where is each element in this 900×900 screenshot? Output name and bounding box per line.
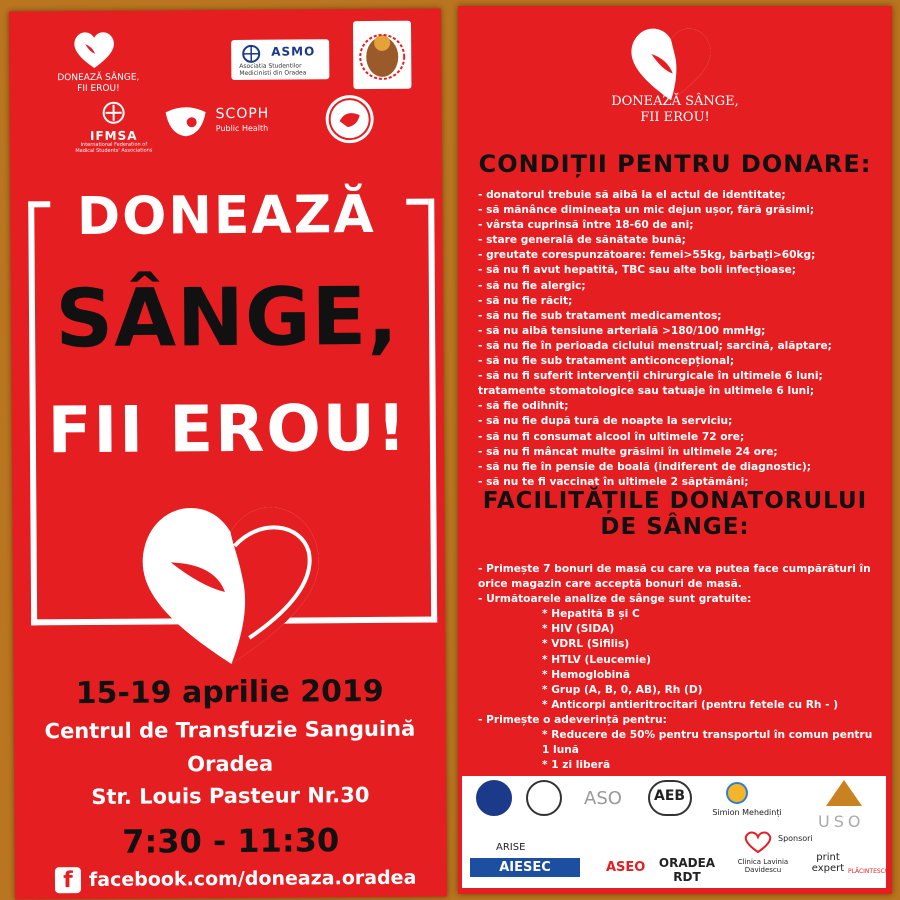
sponsor-aso: ASO [584, 788, 622, 809]
crisana-logo [353, 21, 411, 89]
brand-text [43, 73, 153, 95]
uso-mountain-icon [824, 778, 864, 808]
sponsor-aseo: ASEO [606, 860, 646, 875]
heart-mask-icon [130, 487, 331, 668]
ifmsa-globe-icon [99, 101, 129, 125]
list-item: - donatorul trebuie să aibă la el actul de identitate; [478, 188, 882, 203]
facility-free-tests: - Următoarele analize de sânge sunt gratuite: [478, 593, 752, 606]
location-line-2: Oradea [187, 751, 274, 777]
list-item: - să mănânce dimineața un mic dejun ușor, fără grăsimi; [478, 203, 882, 218]
sponsor-print-expert: print expert [811, 852, 845, 874]
event-flyer-front [9, 9, 447, 900]
asmo-description: Asociatia Studentilor Medicinisti din Oradea [239, 62, 307, 77]
list-item: * VDRL (Sifilis) [542, 637, 882, 652]
facebook-icon: f [55, 867, 81, 893]
brand-line-1: DONEAZĂ SÂNGE, [611, 94, 739, 109]
scoph-description: Public Health [215, 123, 269, 134]
sponsor-aiesec: AIESEC [470, 858, 580, 877]
title-line-1: DONEAZĂ [76, 184, 376, 248]
brand-line-2: FII EROU! [77, 83, 120, 94]
conditions-list [478, 188, 882, 490]
facilities-list [478, 562, 882, 773]
list-item: - să nu fie în pensie de boală (indiferent de diagnostic); [478, 460, 882, 475]
sponsor-arise: ARISE [496, 842, 526, 853]
list-item: - să nu fi avut hepatită, TBC sau alte boli infecțioase; [478, 263, 882, 278]
list-item: - să nu fi consumat alcool în ultimele 72 ore; [478, 430, 882, 445]
scoph-logo [162, 105, 302, 140]
sponsors-strip [462, 776, 890, 888]
facilities-heading-line-1: FACILITĂȚILE DONATORULUI [482, 488, 868, 514]
street-address: Str. Louis Pasteur Nr.30 [91, 783, 370, 809]
clinic-heart-icon [744, 830, 772, 854]
list-item: * Anticorpi antieritrocitari (pentru fetele cu Rh - ) [542, 698, 882, 713]
list-item: * 1 zi liberă [542, 758, 882, 773]
list-item: * Grup (A, B, 0, AB), Rh (D) [542, 683, 882, 698]
sponsor-simion: Simion Mehedinți [712, 808, 782, 817]
asmo-logo [231, 39, 329, 80]
facilities-heading-line-2: DE SÂNGE: [600, 514, 750, 541]
brand-line-1: DONEAZĂ SÂNGE, [57, 72, 140, 84]
list-item: - să nu te fi vaccinat în ultimele 2 săptămâni; [478, 475, 882, 490]
event-dates: 15-19 aprilie 2019 [75, 673, 384, 712]
list-item: - greutate corespunzătoare: femei>55kg, bărbați>60kg; [478, 248, 882, 263]
list-item: * Reducere de 50% pentru transportul în comun pentru 1 lună [542, 728, 882, 758]
list-item: - să nu fie după tură de noapte la serviciu; [478, 414, 882, 429]
heart-logo-icon [626, 22, 716, 102]
conditions-heading: CONDIȚII PENTRU DONARE: [478, 150, 872, 178]
ifmsa-description: International Federation of Medical Students' Associations [75, 141, 153, 154]
event-flyer-back [458, 6, 892, 894]
facility-meal-vouchers: - Primește 7 bonuri de masă cu care va putea face cumpărături în orice magazin care acceptă bonuri de masă. [478, 563, 871, 591]
brand-text [458, 94, 892, 127]
list-item: * HTLV (Leucemie) [542, 653, 882, 668]
student-org-logo [526, 780, 562, 816]
sponsor-clinic: Clinica Lavinia Davidescu [737, 858, 789, 874]
list-item: - să nu aibă tensiune arterială >180/100 mmHg; [478, 324, 882, 339]
asmo-name: ASMO [271, 44, 316, 59]
sponsor-rdt: ORADEA RDT [658, 856, 716, 884]
sponsor-uso: USO [818, 812, 865, 831]
list-item: - să nu fie răcit; [478, 294, 882, 309]
mascot-icon [353, 21, 411, 89]
title-line-3: FII EROU! [47, 391, 409, 469]
map-badge-icon [325, 95, 373, 143]
globe-icon [237, 44, 265, 64]
list-item: - să nu fie alergic; [478, 279, 882, 294]
location-line-1: Centrul de Transfuzie Sanguină [44, 716, 416, 744]
sponsor-aeb: AEB [654, 788, 686, 804]
event-hours: 7:30 - 11:30 [122, 821, 340, 861]
list-item: - să nu fi suferit intervenții chirurgicale în ultimele 6 luni; tratamente stomatologice sau tatuaje în ultimele 6 luni; [478, 369, 882, 399]
facebook-link[interactable] [55, 865, 417, 894]
facilities-heading [458, 488, 892, 541]
sponsor-placintescu: PLĂCINTESCU [848, 868, 890, 875]
list-item: - să fie odihnit; [478, 399, 882, 414]
ifmsa-logo [74, 101, 154, 155]
title-line-2: SÂNGE, [55, 269, 399, 366]
ifmsa-name: IFMSA [89, 128, 138, 143]
facebook-url[interactable]: facebook.com/doneaza.oradea [88, 866, 417, 891]
heart-logo-icon [71, 29, 117, 69]
list-item: * Hemoglobină [542, 668, 882, 683]
brand-line-2: FII EROU! [640, 110, 710, 126]
list-item: * Hepatită B și C [542, 607, 882, 622]
facility-certificate: - Primește o adeverință pentru: [478, 713, 667, 726]
scoph-name: SCOPH [215, 105, 270, 123]
list-item: - vârsta cuprinsă între 18-60 de ani; [478, 218, 882, 233]
list-item: - să nu fie sub tratament medicamentos; [478, 309, 882, 324]
sponsors-label: Sponsori [778, 834, 813, 843]
sponsor-simion-badge [726, 782, 748, 804]
scoph-shield-icon [162, 106, 210, 138]
university-seal-logo [476, 780, 512, 816]
list-item: - să nu fie sub tratament anticoncepțional; [478, 354, 882, 369]
list-item: - să nu fi mâncat multe grăsimi în ultimele 24 ore; [478, 445, 882, 460]
round-badge-logo [325, 95, 373, 143]
list-item: * HIV (SIDA) [542, 622, 882, 637]
list-item: - stare generală de sănătate bună; [478, 233, 882, 248]
list-item: - să nu fie în perioada ciclului menstrual; sarcină, alăptare; [478, 339, 882, 354]
